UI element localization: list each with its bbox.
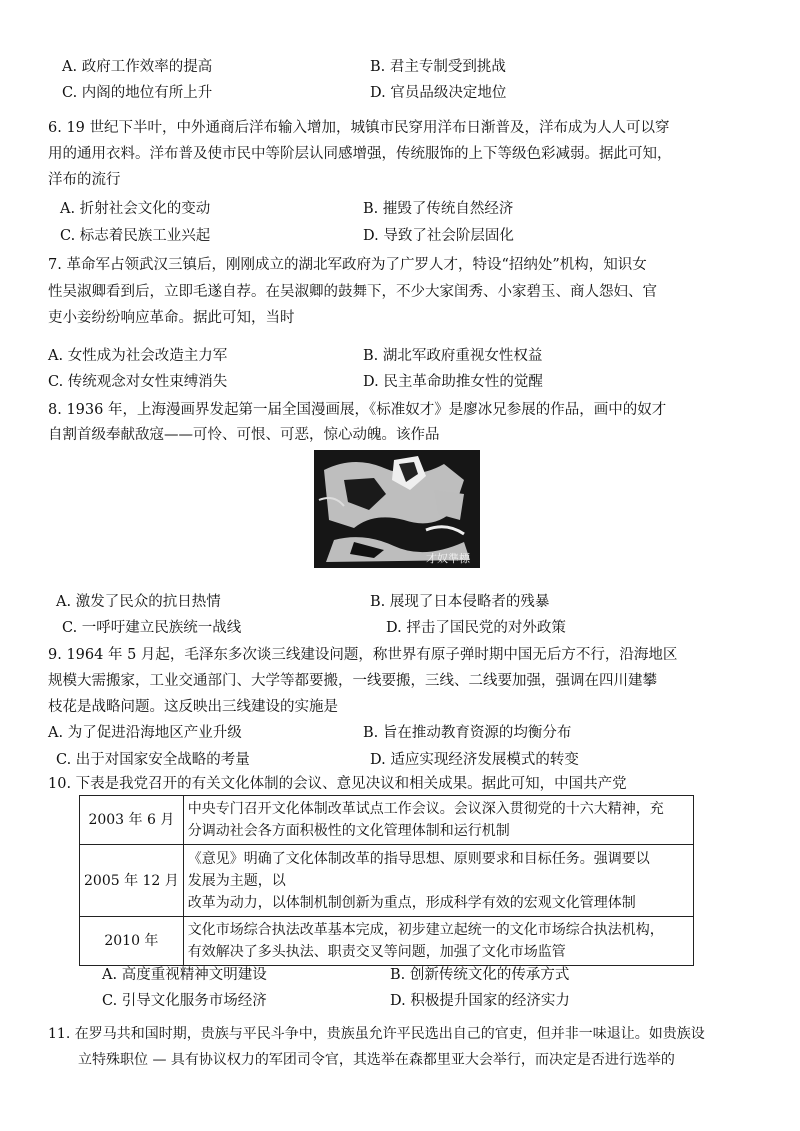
q9-stem-line: 9. 1964 年 5 月起，毛泽东多次谈三线建设问题，称世界有原子弹时期中国无后方不行，沿海地区	[48, 647, 678, 663]
q10-option-b[interactable]: B. 创新传统文化的传承方式	[390, 967, 570, 983]
q6-option-a[interactable]: A. 折射社会文化的变动	[60, 201, 211, 217]
q10-stem: 10. 下表是我党召开的有关文化体制的会议、意见决议和相关成果。据此可知，中国共产党	[48, 776, 627, 792]
q8-stem-line: 8. 1936 年，上海漫画界发起第一届全国漫画展，《标准奴才》是廖冰兄参展的作品，画中的奴才	[48, 402, 667, 418]
table-content-cell	[183, 845, 693, 917]
q6-option-b[interactable]: B. 摧毁了传统自然经济	[363, 201, 514, 217]
table-date-cell: 2005 年 12 月	[80, 845, 184, 917]
q6-option-c[interactable]: C. 标志着民族工业兴起	[60, 228, 211, 244]
q7-stem-line: 7. 革命军占领武汉三镇后，刚刚成立的湖北军政府为了广罗人才，特设“招纳处”机构，知识女	[48, 257, 647, 273]
table-cell-line: 改革为动力，以体制机制创新为重点，形成科学有效的宏观文化管理体制	[187, 894, 636, 911]
cartoon-image	[314, 450, 480, 568]
q7-option-b[interactable]: B. 湖北军政府重视女性权益	[363, 348, 543, 364]
q5-option-c[interactable]: C. 内阁的地位有所上升	[62, 85, 213, 101]
q9-option-a[interactable]: A. 为了促进沿海地区产业升级	[48, 725, 242, 741]
table-cell-line: 中央专门召开文化体制改革试点工作会议。会议深入贯彻党的十六大精神，充	[187, 801, 664, 817]
q10-option-d[interactable]: D. 积极提升国家的经济实力	[390, 993, 570, 1009]
q5-option-b[interactable]: B. 君主专制受到挑战	[370, 59, 506, 75]
q6-stem-line: 洋布的流行	[48, 172, 121, 188]
q6-stem-line: 6. 19 世纪下半叶，中外通商后洋布输入增加，城镇市民穿用洋布日渐普及，洋布成为人人可以穿	[48, 120, 670, 136]
q10-table	[79, 795, 694, 966]
table-date-cell: 2003 年 6 月	[80, 796, 184, 845]
q9-option-b[interactable]: B. 旨在推动教育资源的均衡分布	[363, 725, 572, 741]
q7-option-c[interactable]: C. 传统观念对女性束缚消失	[48, 374, 228, 390]
q11-stem-line: 立特殊职位 — 具有协议权力的军团司令官，其选举在森都里亚大会举行，而决定是否进行选举的	[78, 1052, 675, 1068]
table-row	[80, 845, 694, 917]
q6-option-d[interactable]: D. 导致了社会阶层固化	[363, 228, 514, 244]
table-date-cell: 2010 年	[80, 917, 184, 966]
table-cell-line: 有效解决了多头执法、职责交叉等问题，加强了文化市场监管	[187, 944, 566, 960]
q9-option-c[interactable]: C. 出于对国家安全战略的考量	[56, 752, 250, 768]
q8-option-c[interactable]: C. 一呼吁建立民族统一战线	[62, 620, 242, 636]
q8-option-a[interactable]: A. 激发了民众的抗日热情	[56, 594, 221, 610]
q9-option-d[interactable]: D. 适应实现经济发展模式的转变	[370, 752, 579, 768]
q7-stem-line: 性吴淑卿看到后，立即毛遂自荐。在吴淑卿的鼓舞下，不少大家闺秀、小家碧玉、商人怨妇、官	[48, 284, 657, 300]
q9-stem-line: 规模大需搬家，工业交通部门、大学等都要搬，一线要搬，三线、二线要加强，强调在四川建攀	[48, 673, 657, 689]
q7-option-d[interactable]: D. 民主革命助推女性的觉醒	[363, 374, 543, 390]
table-content-cell	[183, 796, 693, 845]
q9-stem-line: 枝花是战略问题。这反映出三线建设的实施是	[48, 699, 338, 715]
table-row	[80, 796, 694, 845]
q11-stem-line: 11. 在罗马共和国时期，贵族与平民斗争中，贵族虽允许平民选出自己的官吏，但并非一味退让。如贵族设	[48, 1026, 705, 1042]
table-cell-line: 文化市场综合执法改革基本完成，初步建立起统一的文化市场综合执法机构，	[187, 922, 664, 938]
q7-stem-line: 吏小妾纷纷响应革命。据此可知，当时	[48, 310, 295, 326]
q6-stem-line: 用的通用衣料。洋布普及使市民中等阶层认同感增强，传统服饰的上下等级色彩减弱。据此可知，	[48, 146, 672, 162]
q10-option-a[interactable]: A. 高度重视精神文明建设	[102, 967, 267, 983]
q10-option-c[interactable]: C. 引导文化服务市场经济	[102, 993, 267, 1009]
table-row	[80, 917, 694, 966]
cartoon-caption: 才奴準標	[426, 552, 470, 565]
q5-option-d[interactable]: D. 官员品级决定地位	[370, 85, 507, 101]
table-content-cell	[183, 917, 693, 966]
q7-option-a[interactable]: A. 女性成为社会改造主力军	[48, 348, 228, 364]
q8-option-d[interactable]: D. 抨击了国民党的对外政策	[386, 620, 566, 636]
q8-stem-line: 自割首级奉献敌寇——可怜、可恨、可恶，惊心动魄。该作品	[48, 427, 440, 443]
table-cell-line: 《意见》明确了文化体制改革的指导思想、原则要求和目标任务。强调要以	[187, 850, 650, 867]
table-cell-line: 发展为主题，以	[187, 872, 286, 889]
q5-option-a[interactable]: A. 政府工作效率的提高	[62, 59, 213, 75]
q8-option-b[interactable]: B. 展现了日本侵略者的残暴	[370, 594, 550, 610]
table-cell-line: 分调动社会各方面积极性的文化管理体制和运行机制	[187, 823, 510, 839]
